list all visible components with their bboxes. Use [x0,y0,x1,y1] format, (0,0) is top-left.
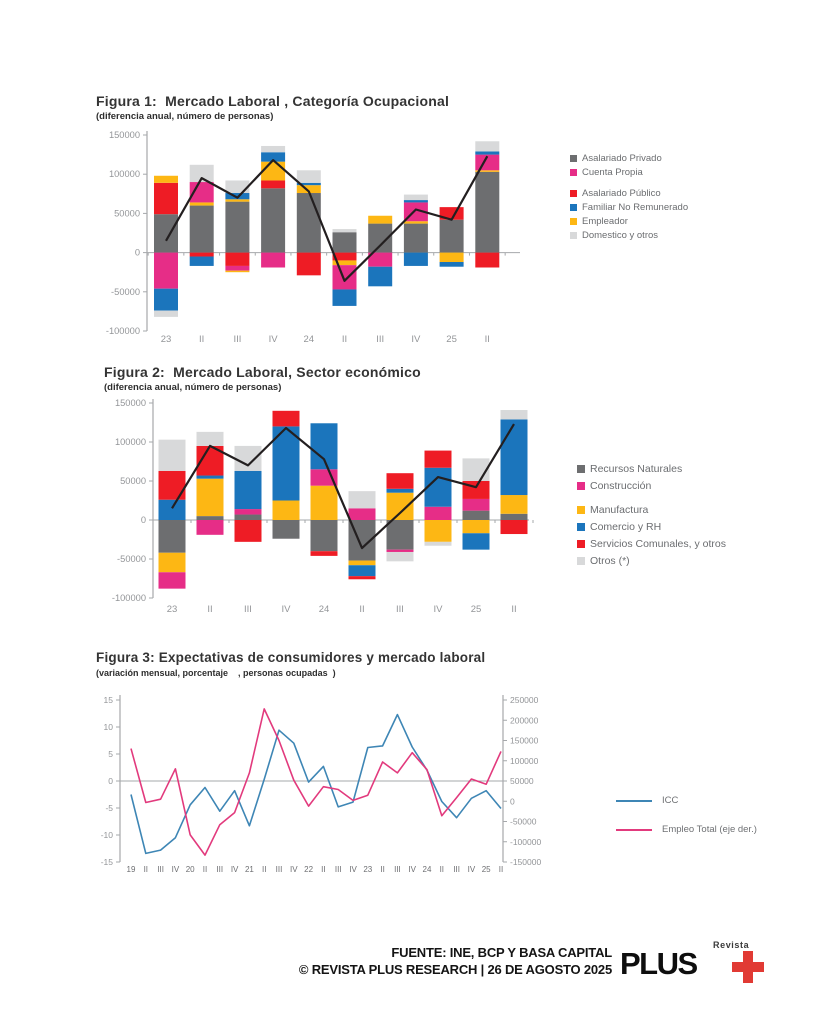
svg-text:II: II [380,865,385,874]
figure2-legend [577,463,726,572]
svg-text:II: II [143,865,149,874]
logo-plus-text: PLUS [620,946,697,981]
svg-text:22: 22 [304,865,314,874]
legend-color-swatch [570,190,577,197]
figure1-stacked-bar-chart [90,125,535,355]
svg-text:IV: IV [290,865,298,874]
svg-text:23: 23 [160,334,172,345]
legend-label: Recursos Naturales [590,463,683,475]
legend-item [570,153,688,164]
logo-plus-icon [732,951,764,983]
legend-line-swatch [616,800,652,802]
svg-text:IV: IV [230,865,239,874]
legend-item [570,167,688,178]
svg-text:24: 24 [422,865,432,874]
svg-text:-150000: -150000 [510,857,542,867]
legend-color-swatch [577,540,585,548]
svg-text:III: III [334,865,342,874]
svg-text:23: 23 [363,865,373,874]
svg-text:III: III [396,604,404,615]
svg-text:10: 10 [103,722,113,732]
svg-text:IV: IV [281,604,291,615]
legend-label: Domestico y otros [582,230,659,241]
figure2-stacked-bar-chart [95,395,550,627]
svg-text:100000: 100000 [510,755,539,766]
svg-text:IV: IV [467,865,476,874]
legend-item [570,230,688,241]
legend-item [616,795,757,806]
svg-text:100000: 100000 [114,437,146,447]
svg-text:150000: 150000 [114,398,146,408]
svg-text:III: III [275,865,283,874]
legend-label: Empleo Total (eje der.) [662,824,757,835]
svg-text:III: III [394,865,401,874]
svg-text:III: III [157,865,164,874]
legend-color-swatch [577,557,585,565]
figure1-title: Figura 1: Mercado Laboral , Categoría Ocupacional [96,93,450,109]
svg-text:25: 25 [470,604,482,615]
legend-color-swatch [577,523,585,531]
legend-label: Cuenta Propia [582,167,643,178]
svg-text:II: II [202,865,208,874]
legend-item [570,202,688,213]
legend-label: Familiar No Remunerado [582,202,689,213]
svg-text:0: 0 [140,515,146,525]
svg-text:0: 0 [134,247,140,258]
legend-item [577,463,726,475]
svg-text:50000: 50000 [114,208,140,219]
svg-text:III: III [216,865,224,874]
svg-text:-50000: -50000 [111,286,140,297]
svg-text:III: III [376,334,385,345]
figure1-legend [570,153,688,244]
svg-text:-50000: -50000 [117,554,146,564]
svg-text:IV: IV [171,865,180,874]
legend-label: Asalariado Privado [582,153,662,164]
legend-item [577,538,726,550]
legend-color-swatch [577,465,585,473]
svg-text:II: II [439,865,445,874]
svg-text:II: II [261,865,267,874]
svg-text:150000: 150000 [510,735,539,746]
svg-text:-5: -5 [105,803,113,813]
svg-text:24: 24 [318,604,330,615]
svg-text:IV: IV [433,604,443,615]
legend-label: ICC [662,795,679,806]
svg-text:II: II [359,604,365,615]
svg-text:II: II [199,334,205,345]
svg-text:IV: IV [408,865,416,874]
legend-item [570,188,688,199]
svg-text:21: 21 [244,865,254,874]
svg-text:15: 15 [103,695,113,705]
svg-text:0: 0 [510,796,515,807]
svg-text:II: II [341,334,348,345]
legend-item [577,521,726,533]
legend-color-swatch [570,155,577,162]
legend-label: Construcción [590,480,652,492]
legend-color-swatch [570,232,577,239]
legend-color-swatch [577,482,585,490]
svg-text:III: III [453,865,460,874]
figure2-title: Figura 2: Mercado Laboral, Sector económico [104,364,421,380]
figure1-subtitle: (diferencia anual, número de personas) [96,111,274,122]
legend-item [570,216,688,227]
svg-text:II: II [207,604,213,615]
svg-text:50000: 50000 [120,476,146,486]
legend-label: Servicios Comunales, y otros [590,538,726,550]
svg-text:-10: -10 [100,830,113,840]
figure3-dual-axis-line-chart [95,688,560,884]
figure3-subtitle: (variación mensual, porcentaje , personas ocupadas ) [96,668,336,678]
legend-item [616,824,757,835]
svg-text:5: 5 [108,749,113,759]
legend-label: Asalariado Público [582,188,661,199]
legend-color-swatch [570,218,577,225]
svg-text:-15: -15 [100,857,113,867]
legend-color-swatch [570,204,577,211]
legend-label: Comercio y RH [590,521,662,533]
svg-text:-100000: -100000 [510,836,542,847]
footer-copyright: © REVISTA PLUS RESEARCH | 26 DE AGOSTO 2025 [298,962,612,977]
revista-plus-logo [620,938,770,993]
svg-text:100000: 100000 [108,169,140,180]
legend-label: Manufactura [590,504,649,516]
svg-text:24: 24 [303,334,315,345]
logo-revista-text: Revista [713,940,750,950]
footer-source: FUENTE: INE, BCP Y BASA CAPITAL [391,945,612,960]
svg-text:-50000: -50000 [510,816,537,827]
legend-item [577,504,726,516]
svg-text:25: 25 [481,865,491,874]
svg-text:23: 23 [166,604,178,615]
svg-text:III: III [233,334,242,345]
svg-text:-100000: -100000 [105,326,140,336]
figure3-legend [616,795,757,853]
legend-label: Otros (*) [590,555,630,567]
footer [299,944,612,978]
legend-line-swatch [616,829,652,831]
figure2-subtitle: (diferencia anual, número de personas) [104,382,282,393]
svg-text:-100000: -100000 [111,593,146,603]
figure3-title: Figura 3: Expectativas de consumidores y mercado laboral [96,650,486,665]
svg-text:IV: IV [411,334,421,345]
svg-text:19: 19 [126,865,136,874]
svg-text:II: II [484,334,490,345]
svg-text:50000: 50000 [510,776,534,786]
legend-label: Empleador [582,216,628,227]
legend-color-swatch [570,169,577,176]
legend-item [577,480,726,492]
svg-text:25: 25 [446,334,457,345]
svg-text:0: 0 [108,776,113,786]
svg-text:II: II [511,604,517,615]
svg-text:20: 20 [185,865,195,874]
svg-text:IV: IV [268,334,278,345]
svg-text:II: II [498,865,504,874]
svg-text:250000: 250000 [510,695,539,705]
svg-text:IV: IV [349,865,357,874]
legend-color-swatch [577,506,585,514]
svg-text:III: III [244,604,252,615]
svg-text:150000: 150000 [108,130,140,140]
svg-text:200000: 200000 [510,715,539,726]
legend-item [577,555,726,567]
svg-text:II: II [321,865,326,874]
